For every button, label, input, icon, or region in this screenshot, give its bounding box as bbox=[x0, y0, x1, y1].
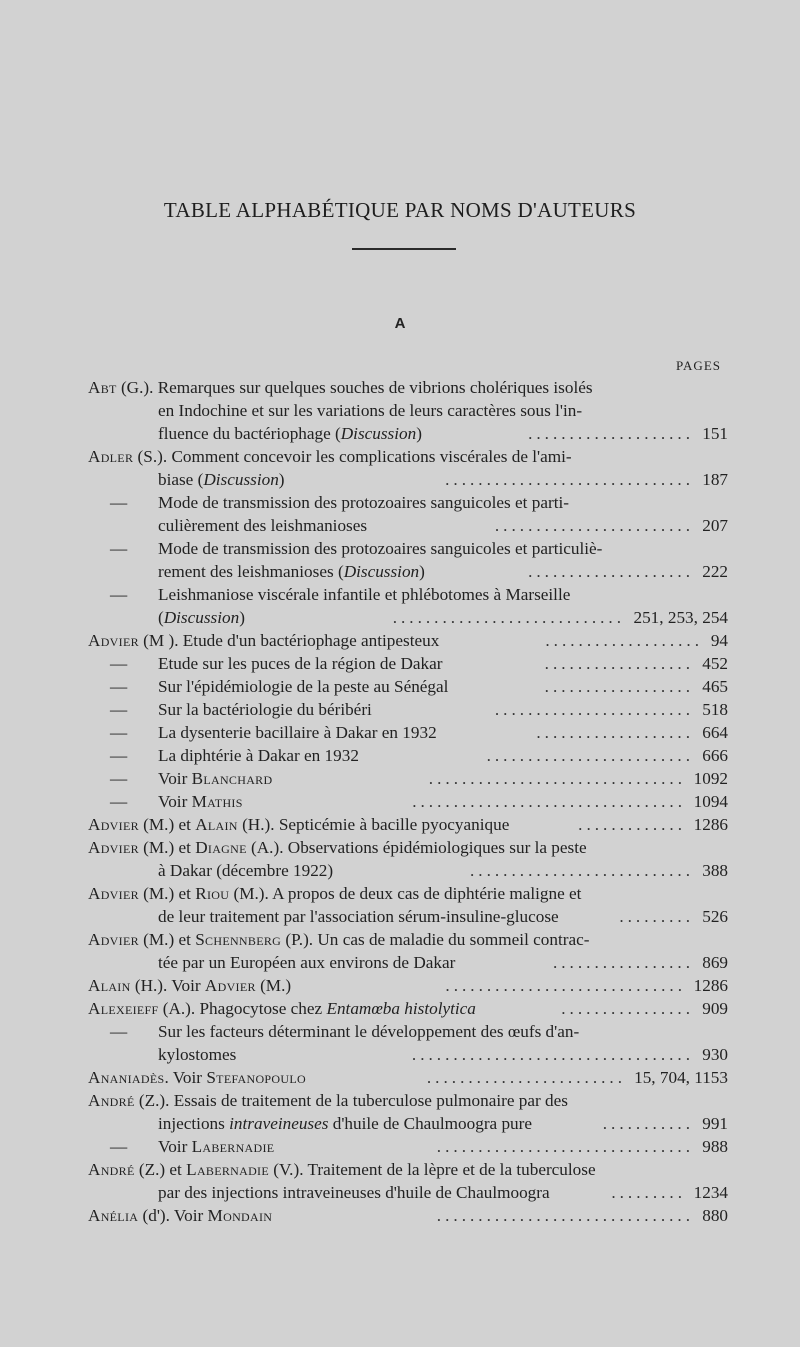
index-line-text: — Voir Labernadie bbox=[110, 1137, 275, 1156]
index-line bbox=[88, 583, 728, 606]
index-line bbox=[88, 1158, 728, 1181]
dot-leader: .................... bbox=[528, 562, 694, 581]
page-number: 222 bbox=[702, 562, 728, 581]
page-number: 988 bbox=[702, 1137, 728, 1156]
index-line-text: Alain (H.). Voir Advier (M.) bbox=[88, 976, 292, 995]
page-number: 991 bbox=[702, 1114, 728, 1133]
dot-leader: ................... bbox=[545, 631, 703, 650]
index-line-text: Alexeieff (A.). Phagocytose chez Entamœba histolytica bbox=[88, 999, 476, 1018]
pages-column-label: PAGES bbox=[676, 358, 721, 373]
page-number: 664 bbox=[702, 723, 728, 742]
page-number: 1094 bbox=[693, 792, 728, 811]
index-line-text: fluence du bactériophage (Discussion) bbox=[158, 424, 422, 443]
dot-leader: ........... bbox=[602, 1114, 694, 1133]
dot-leader: ................... bbox=[536, 723, 694, 742]
dot-leader: ............................ bbox=[392, 608, 625, 627]
page-number: 388 bbox=[702, 861, 728, 880]
page-number: 15, 704, 1153 bbox=[634, 1068, 728, 1087]
index-line bbox=[88, 606, 728, 629]
author-index-list bbox=[88, 376, 728, 1227]
index-line bbox=[88, 399, 728, 422]
index-line-text: — Sur les facteurs déterminant le développement des œufs d'an- bbox=[110, 1022, 580, 1041]
index-line-text: Anélia (d'). Voir Mondain bbox=[88, 1206, 273, 1225]
page-number: 1234 bbox=[693, 1183, 728, 1202]
index-line-text: à Dakar (décembre 1922) bbox=[158, 861, 334, 880]
index-line-text: Advier (M.) et Alain (H.). Septicémie à bacille pyocyanique bbox=[88, 815, 510, 834]
dot-leader: ............................... bbox=[428, 769, 686, 788]
index-line bbox=[88, 836, 728, 859]
page-number: 909 bbox=[702, 999, 728, 1018]
index-line bbox=[88, 767, 728, 790]
index-line bbox=[88, 813, 728, 836]
index-line-text: — Etude sur les puces de la région de Dakar bbox=[110, 654, 443, 673]
dot-leader: .................. bbox=[544, 677, 694, 696]
index-line-text: (Discussion) bbox=[158, 608, 245, 627]
page-number: 880 bbox=[702, 1206, 728, 1225]
index-line bbox=[88, 882, 728, 905]
dot-leader: ......... bbox=[619, 907, 694, 926]
dot-leader: ......................... bbox=[486, 746, 694, 765]
index-line-text: — La diphtérie à Dakar en 1932 bbox=[110, 746, 359, 765]
section-letter: A bbox=[394, 315, 406, 332]
page-title: TABLE ALPHABÉTIQUE PAR NOMS D'AUTEURS bbox=[163, 198, 637, 222]
index-line bbox=[88, 491, 728, 514]
index-line bbox=[88, 422, 728, 445]
index-line-text: Abt (G.). Remarques sur quelques souches de vibrions cholériques isolés bbox=[88, 378, 593, 397]
dot-leader: ......... bbox=[611, 1183, 686, 1202]
index-line bbox=[88, 859, 728, 882]
index-line-text: — Leishmaniose viscérale infantile et phlébotomes à Marseille bbox=[110, 585, 571, 604]
index-line bbox=[88, 1112, 728, 1135]
page-number: 1092 bbox=[693, 769, 728, 788]
index-line-text: de leur traitement par l'association sérum-insuline-glucose bbox=[158, 907, 559, 926]
dot-leader: ................ bbox=[561, 999, 694, 1018]
index-line-text: rement des leishmanioses (Discussion) bbox=[158, 562, 425, 581]
index-line bbox=[88, 652, 728, 675]
dot-leader: .................................. bbox=[411, 1045, 694, 1064]
index-line bbox=[88, 744, 728, 767]
index-line bbox=[88, 928, 728, 951]
index-line-text: — Sur l'épidémiologie de la peste au Sénégal bbox=[110, 677, 449, 696]
index-line bbox=[88, 629, 728, 652]
index-line bbox=[88, 376, 728, 399]
page-number: 187 bbox=[702, 470, 728, 489]
index-line bbox=[88, 445, 728, 468]
index-line bbox=[88, 1043, 728, 1066]
index-line-text: biase (Discussion) bbox=[158, 470, 285, 489]
index-line bbox=[88, 514, 728, 537]
dot-leader: ................. bbox=[552, 953, 694, 972]
page-number: 465 bbox=[702, 677, 728, 696]
index-line bbox=[88, 974, 728, 997]
page-number: 1286 bbox=[693, 815, 728, 834]
dot-leader: ........................ bbox=[426, 1068, 626, 1087]
page-number: 251, 253, 254 bbox=[633, 608, 728, 627]
index-line-text: Advier (M.) et Schennberg (P.). Un cas de maladie du sommeil contrac- bbox=[88, 930, 590, 949]
index-line-text: par des injections intraveineuses d'huile de Chaulmoogra bbox=[158, 1183, 550, 1202]
index-line bbox=[88, 698, 728, 721]
dot-leader: .................... bbox=[528, 424, 694, 443]
page-number: 930 bbox=[702, 1045, 728, 1064]
page-number: 151 bbox=[702, 424, 728, 443]
dot-leader: .................. bbox=[544, 654, 694, 673]
index-line bbox=[88, 675, 728, 698]
index-line bbox=[88, 997, 728, 1020]
index-line-text: Ananiadès. Voir Stefanopoulo bbox=[88, 1068, 306, 1087]
index-line-text: — La dysenterie bacillaire à Dakar en 1932 bbox=[110, 723, 437, 742]
index-line bbox=[88, 790, 728, 813]
index-line-text: tée par un Européen aux environs de Dakar bbox=[158, 953, 456, 972]
page-number: 666 bbox=[702, 746, 728, 765]
index-line bbox=[88, 1020, 728, 1043]
index-line-text: Adler (S.). Comment concevoir les complications viscérales de l'ami- bbox=[88, 447, 572, 466]
index-line-text: André (Z.) et Labernadie (V.). Traitement de la lèpre et de la tuberculose bbox=[88, 1160, 596, 1179]
index-line-text: André (Z.). Essais de traitement de la tuberculose pulmonaire par des bbox=[88, 1091, 568, 1110]
dot-leader: ........................... bbox=[469, 861, 694, 880]
index-line-text: — Voir Blanchard bbox=[110, 769, 273, 788]
dot-leader: ................................. bbox=[412, 792, 686, 811]
index-line bbox=[88, 721, 728, 744]
index-line-text: — Sur la bactériologie du béribéri bbox=[110, 700, 372, 719]
index-line bbox=[88, 1204, 728, 1227]
page-number: 518 bbox=[702, 700, 728, 719]
index-line-text: culièrement des leishmanioses bbox=[158, 516, 368, 535]
index-line-text: Advier (M.) et Riou (M.). A propos de deux cas de diphtérie maligne et bbox=[88, 884, 582, 903]
page-number: 452 bbox=[702, 654, 728, 673]
index-line bbox=[88, 951, 728, 974]
title-rule bbox=[352, 248, 456, 250]
page-number: 1286 bbox=[693, 976, 728, 995]
index-line bbox=[88, 560, 728, 583]
dot-leader: ........................ bbox=[494, 700, 694, 719]
dot-leader: ............................... bbox=[436, 1137, 694, 1156]
dot-leader: ........................ bbox=[494, 516, 694, 535]
index-line bbox=[88, 1135, 728, 1158]
index-line-text: kylostomes bbox=[158, 1045, 237, 1064]
index-line-text: Advier (M ). Etude d'un bactériophage antipesteux bbox=[88, 631, 440, 650]
index-line-text: Advier (M.) et Diagne (A.). Observations épidémiologiques sur la peste bbox=[88, 838, 587, 857]
page-number: 94 bbox=[710, 631, 728, 650]
dot-leader: .............................. bbox=[445, 470, 694, 489]
dot-leader: ............. bbox=[578, 815, 686, 834]
index-line-text: injections intraveineuses d'huile de Chaulmoogra pure bbox=[158, 1114, 533, 1133]
page-number: 869 bbox=[702, 953, 728, 972]
index-line bbox=[88, 1089, 728, 1112]
index-line bbox=[88, 537, 728, 560]
index-line bbox=[88, 905, 728, 928]
index-line bbox=[88, 468, 728, 491]
dot-leader: ............................... bbox=[436, 1206, 694, 1225]
index-line-text: — Mode de transmission des protozoaires sanguicoles et particuliè- bbox=[110, 539, 603, 558]
page-number: 526 bbox=[702, 907, 728, 926]
index-line bbox=[88, 1066, 728, 1089]
index-line-text: en Indochine et sur les variations de leurs caractères sous l'in- bbox=[158, 401, 583, 420]
dot-leader: ............................. bbox=[445, 976, 686, 995]
page-number: 207 bbox=[702, 516, 728, 535]
index-line-text: — Voir Mathis bbox=[110, 792, 243, 811]
index-line-text: — Mode de transmission des protozoaires sanguicoles et parti- bbox=[110, 493, 569, 512]
index-line bbox=[88, 1181, 728, 1204]
